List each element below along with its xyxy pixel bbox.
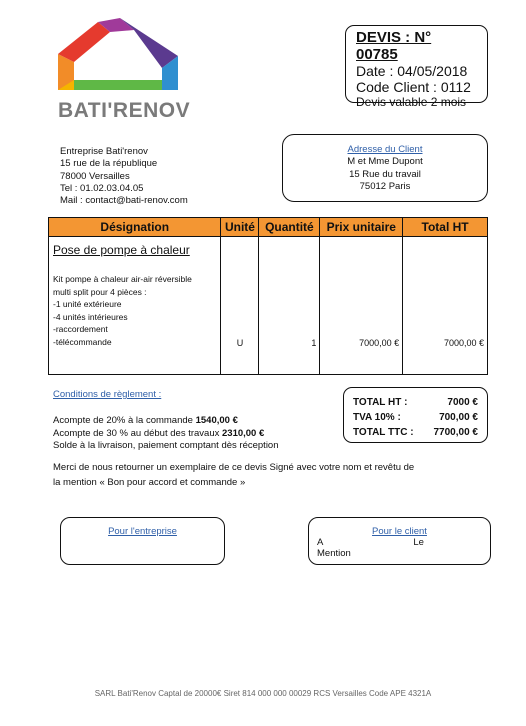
- signature-date-label: Le: [413, 537, 424, 548]
- client-address-title: Adresse du Client: [347, 144, 423, 155]
- tva-row: [353, 410, 478, 425]
- item-desc-line: -4 unités intérieures: [53, 311, 128, 322]
- total-ht-row: [353, 395, 478, 410]
- signature-place-label: A: [317, 537, 324, 548]
- deposit-1-amount: 1540,00 €: [195, 415, 238, 427]
- payment-conditions: [53, 389, 279, 452]
- deposit-line-2: [53, 428, 279, 440]
- header-designation: Désignation: [49, 218, 221, 237]
- item-desc-line: multi split pour 4 pièces :: [53, 286, 147, 297]
- tva-label: TVA 10% :: [353, 412, 401, 423]
- company-street: 15 rue de la république: [60, 158, 158, 170]
- item-unit: U: [221, 237, 259, 375]
- deposit-line-1: [53, 415, 279, 427]
- devis-info-box: [345, 25, 488, 109]
- item-desc-line: Kit pompe à chaleur air-air réversible: [53, 274, 192, 284]
- balance-line: Solde à la livraison, paiement comptant dès réception: [53, 439, 279, 451]
- company-name: Entreprise Bati'renov: [60, 146, 148, 157]
- total-ttc-row: [353, 425, 478, 440]
- item-desc-line: -1 unité extérieure: [53, 299, 122, 310]
- item-unit-price: 7000,00 €: [320, 237, 403, 375]
- item-desc-line: -télécommande: [53, 336, 112, 347]
- company-signature-title: Pour l'entreprise: [108, 526, 177, 537]
- company-email: Mail : contact@bati-renov.com: [60, 195, 188, 207]
- header-unit-price: Prix unitaire: [320, 218, 403, 237]
- devis-number: DEVIS : N° 00785: [356, 29, 432, 63]
- header-unit: Unité: [221, 218, 259, 237]
- deposit-2-text: Acompte de 30 % au début des travaux: [53, 427, 222, 439]
- total-ht-value: 7000 €: [447, 397, 478, 408]
- total-ttc-label: TOTAL TTC :: [353, 427, 414, 438]
- client-city: 75012 Paris: [359, 180, 411, 192]
- item-quantity: 1: [259, 237, 320, 375]
- tva-value: 700,00 €: [439, 412, 478, 423]
- company-phone: Tel : 01.02.03.04.05: [60, 182, 144, 194]
- client-name: M et Mme Dupont: [347, 156, 423, 168]
- header-quantity: Quantité: [259, 218, 320, 237]
- client-code: Code Client : 0112: [356, 79, 471, 95]
- items-table: [48, 217, 488, 375]
- client-signature-place-date: [309, 537, 490, 548]
- item-title: Pose de pompe à chaleur: [53, 243, 190, 257]
- item-desc-line: -raccordement: [53, 324, 108, 335]
- company-signature-box: [60, 517, 225, 565]
- client-signature-title: Pour le client: [372, 526, 427, 537]
- item-total: 7000,00 €: [403, 237, 488, 375]
- header-total: Total HT: [403, 218, 488, 237]
- client-street: 15 Rue du travail: [349, 168, 421, 180]
- company-city: 78000 Versailles: [60, 170, 130, 182]
- item-designation: [49, 237, 221, 375]
- item-description: [53, 273, 216, 349]
- client-signature-box: [308, 517, 491, 565]
- return-note: [53, 461, 473, 490]
- devis-validity: Devis valable 2 mois: [356, 95, 467, 109]
- deposit-2-amount: 2310,00 €: [222, 427, 265, 439]
- totals-box: [343, 387, 488, 443]
- company-address: [60, 146, 188, 207]
- client-address-box: [282, 134, 488, 202]
- table-header-row: [49, 218, 488, 237]
- table-row: [49, 237, 488, 375]
- total-ht-label: TOTAL HT :: [353, 397, 408, 408]
- deposit-1-text: Acompte de 20% à la commande: [53, 415, 196, 427]
- house-logo: [58, 18, 178, 90]
- legal-footer: SARL Bati'Renov Captal de 20000€ Siret 814 000 000 00029 RCS Versailles Code APE 4321A: [94, 689, 432, 698]
- total-ttc-value: 7700,00 €: [433, 427, 478, 438]
- client-signature-mention: Mention: [317, 548, 351, 559]
- devis-date: Date : 04/05/2018: [356, 63, 468, 79]
- brand-name: BATI'RENOV: [58, 99, 191, 122]
- note-line-1: Merci de nous retourner un exemplaire de ce devis Signé avec votre nom et revêtu de: [53, 462, 415, 473]
- note-line-2: la mention « Bon pour accord et commande »: [53, 476, 246, 488]
- conditions-title: Conditions de règlement :: [53, 389, 162, 400]
